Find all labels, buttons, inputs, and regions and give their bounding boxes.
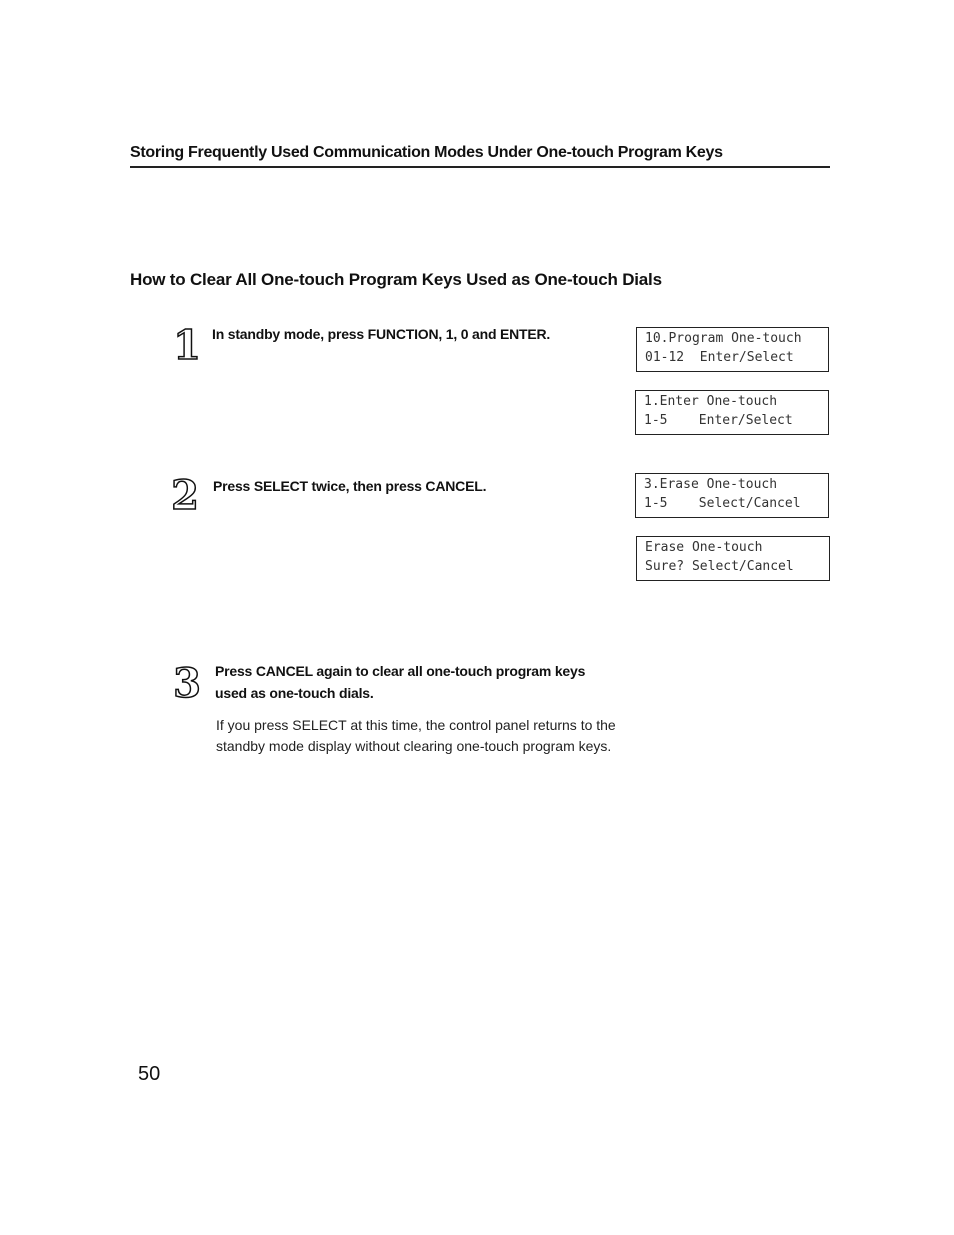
lcd-line-1: Erase One-touch — [645, 540, 763, 555]
step-1-instruction: In standby mode, press FUNCTION, 1, 0 and ENTER. — [212, 326, 551, 342]
page-number: 50 — [138, 1063, 161, 1085]
section-title: How to Clear All One-touch Program Keys Used as One-touch Dials — [130, 270, 662, 289]
lcd-line-1: 10.Program One-touch — [645, 331, 802, 346]
step-3-instruction-line1: Press CANCEL again to clear all one-touch program keys — [215, 663, 586, 679]
lcd-line-2: 1-5 Enter/Select — [644, 413, 793, 428]
lcd-display-erase-confirm — [636, 536, 830, 581]
lcd-display-erase-one-touch — [635, 473, 829, 518]
lcd-display-enter-one-touch — [635, 390, 829, 435]
step-2-number: 2 — [171, 472, 199, 519]
running-head: Storing Frequently Used Communication Modes Under One-touch Program Keys — [130, 144, 830, 168]
lcd-line-2: Sure? Select/Cancel — [645, 559, 794, 574]
step-1-number: 1 — [173, 322, 201, 369]
step-3-number: 3 — [173, 660, 201, 707]
step-3-note: If you press SELECT at this time, the control panel returns to the standby mode display without clearing one-touch program keys. — [216, 717, 616, 754]
step-3-instruction-line2: used as one-touch dials. — [215, 685, 374, 701]
lcd-line-1: 3.Erase One-touch — [644, 477, 778, 492]
lcd-line-2: 01-12 Enter/Select — [645, 350, 794, 365]
lcd-display-program-one-touch — [636, 327, 829, 372]
lcd-line-1: 1.Enter One-touch — [644, 394, 778, 409]
lcd-line-2: 1-5 Select/Cancel — [644, 496, 801, 511]
step-2-instruction: Press SELECT twice, then press CANCEL. — [213, 478, 487, 494]
